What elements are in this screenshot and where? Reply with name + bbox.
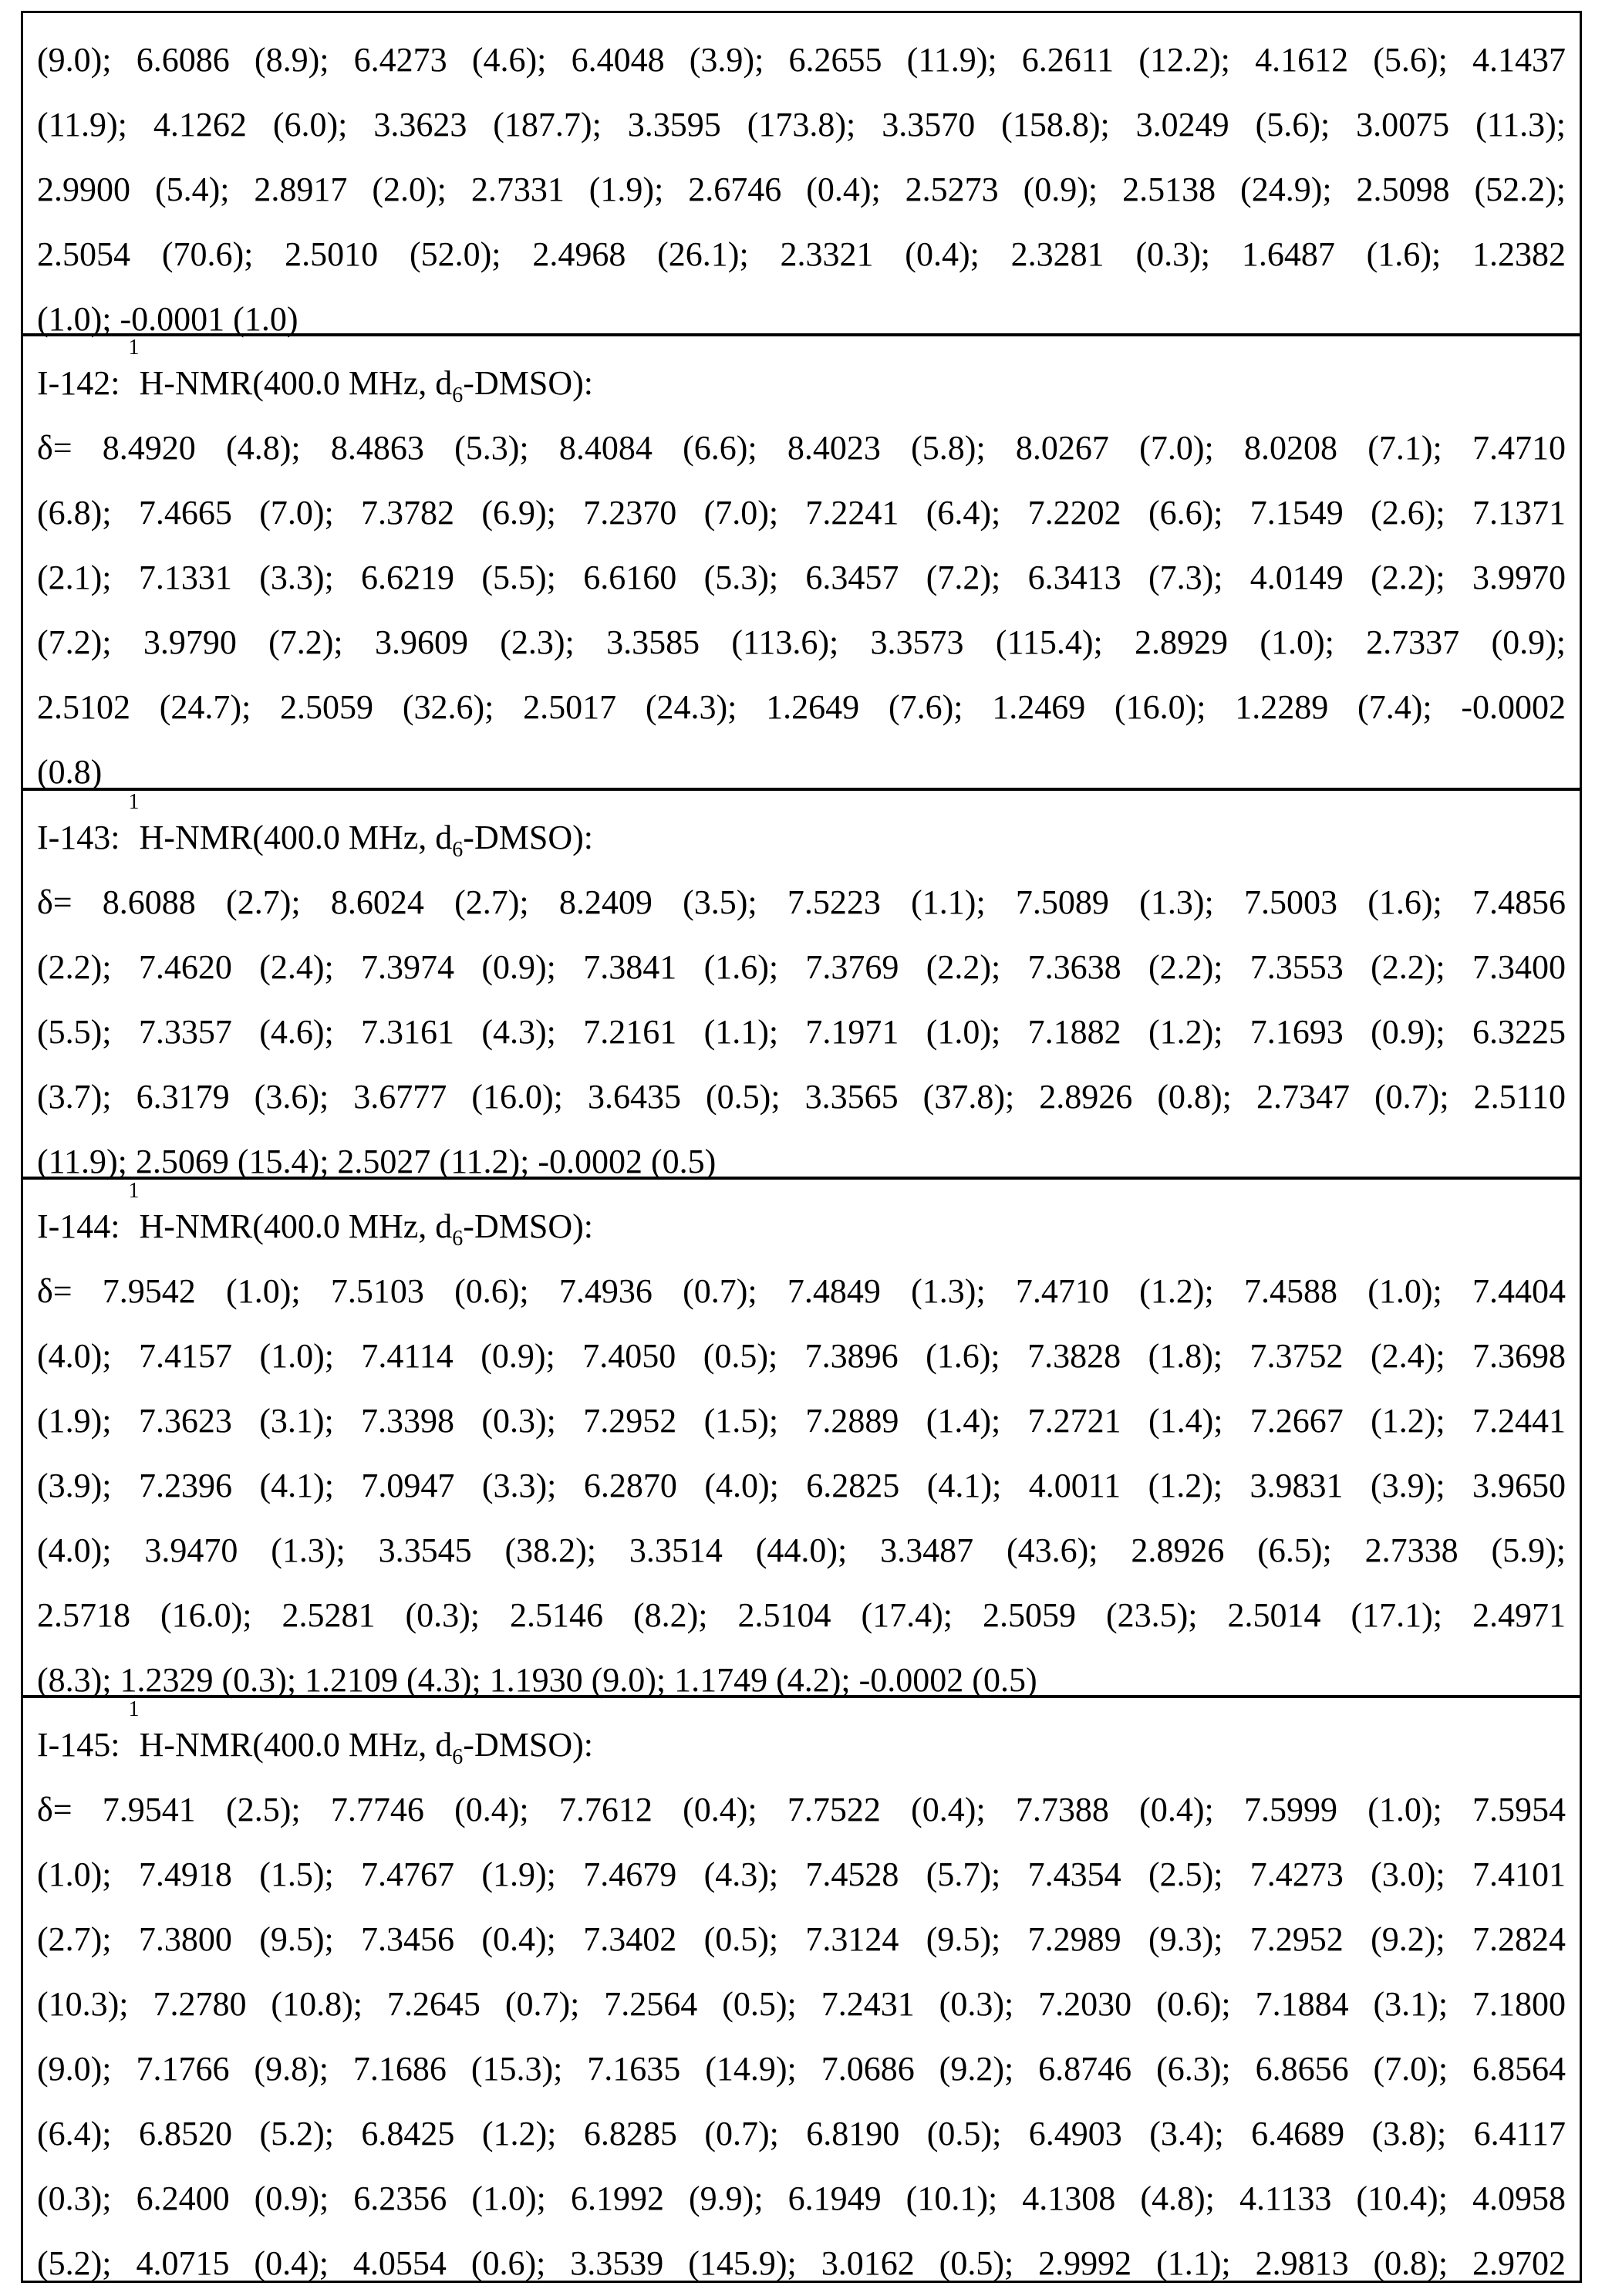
- superscript-mass: 1: [129, 790, 140, 814]
- compound-id: I-142:: [37, 364, 129, 402]
- nmr-peaks-line: (5.2); 4.0715 (0.4); 4.0554 (0.6); 3.3539 (145.9); 3.0162 (0.5); 2.9992 (1.1); 2.9813 (0.8); 2.9702: [37, 2231, 1566, 2296]
- nmr-method: H-NMR(400.0 MHz, d: [140, 819, 453, 856]
- nmr-peaks-line: (2.7); 7.3800 (9.5); 7.3456 (0.4); 7.3402 (0.5); 7.3124 (9.5); 7.2989 (9.3); 7.2952 (9.2); 7.2824: [37, 1907, 1566, 1972]
- nmr-peaks-line: (1.9); 7.3623 (3.1); 7.3398 (0.3); 7.2952 (1.5); 7.2889 (1.4); 7.2721 (1.4); 7.2667 (1.2); 7.2441: [37, 1389, 1566, 1454]
- nmr-data-table: [21, 11, 1582, 2283]
- nmr-peaks-line: 2.5718 (16.0); 2.5281 (0.3); 2.5146 (8.2); 2.5104 (17.4); 2.5059 (23.5); 2.5014 (17.1); 2.4971: [37, 1583, 1566, 1648]
- superscript-mass: 1: [129, 1697, 140, 1721]
- nmr-peaks-line: (6.8); 7.4665 (7.0); 7.3782 (6.9); 7.2370 (7.0); 7.2241 (6.4); 7.2202 (6.6); 7.1549 (2.6); 7.1371: [37, 481, 1566, 545]
- nmr-peaks-line: (9.0); 7.1766 (9.8); 7.1686 (15.3); 7.1635 (14.9); 7.0686 (9.2); 6.8746 (6.3); 6.8656 (7.0); 6.8564: [37, 2037, 1566, 2102]
- nmr-peaks-line: 2.5054 (70.6); 2.5010 (52.0); 2.4968 (26.1); 2.3321 (0.4); 2.3281 (0.3); 1.6487 (1.6); 1.2382: [37, 222, 1566, 287]
- compound-nmr-header: [37, 351, 1566, 416]
- nmr-peaks-line: (2.1); 7.1331 (3.3); 6.6219 (5.5); 6.6160 (5.3); 6.3457 (7.2); 6.3413 (7.3); 4.0149 (2.2); 3.9970: [37, 545, 1566, 610]
- nmr-peaks-line: (1.0); -0.0001 (1.0): [37, 287, 1566, 352]
- compound-nmr-header: [37, 1713, 1566, 1778]
- nmr-peaks-line: (11.9); 2.5069 (15.4); 2.5027 (11.2); -0.0002 (0.5): [37, 1129, 1566, 1194]
- table-row-i-145: [23, 1698, 1580, 2283]
- compound-id: I-143:: [37, 819, 129, 856]
- superscript-mass: 1: [129, 1179, 140, 1203]
- compound-nmr-header: [37, 1194, 1566, 1259]
- nmr-peaks-line: (7.2); 3.9790 (7.2); 3.9609 (2.3); 3.3585 (113.6); 3.3573 (115.4); 2.8929 (1.0); 2.7337 (0.9);: [37, 610, 1566, 675]
- solvent: -DMSO):: [463, 1726, 593, 1764]
- subscript-deuterium: 6: [452, 838, 463, 862]
- subscript-deuterium: 6: [452, 383, 463, 407]
- compound-id: I-145:: [37, 1726, 129, 1764]
- nmr-peaks-line: δ= 8.6088 (2.7); 8.6024 (2.7); 8.2409 (3.5); 7.5223 (1.1); 7.5089 (1.3); 7.5003 (1.6); 7.4856: [37, 870, 1566, 935]
- superscript-mass: 1: [129, 336, 140, 360]
- nmr-peaks-line: δ= 7.9541 (2.5); 7.7746 (0.4); 7.7612 (0.4); 7.7522 (0.4); 7.7388 (0.4); 7.5999 (1.0); 7.5954: [37, 1778, 1566, 1842]
- nmr-method: H-NMR(400.0 MHz, d: [140, 1207, 453, 1245]
- nmr-peaks-line: (3.7); 6.3179 (3.6); 3.6777 (16.0); 3.6435 (0.5); 3.3565 (37.8); 2.8926 (0.8); 2.7347 (0.7); 2.5110: [37, 1065, 1566, 1129]
- table-row-i-142: [23, 336, 1580, 791]
- nmr-method: H-NMR(400.0 MHz, d: [140, 1726, 453, 1764]
- nmr-peaks-line: δ= 7.9542 (1.0); 7.5103 (0.6); 7.4936 (0.7); 7.4849 (1.3); 7.4710 (1.2); 7.4588 (1.0); 7.4404: [37, 1259, 1566, 1324]
- solvent: -DMSO):: [463, 364, 593, 402]
- nmr-peaks-line: (11.9); 4.1262 (6.0); 3.3623 (187.7); 3.3595 (173.8); 3.3570 (158.8); 3.0249 (5.6); 3.0075 (11.3);: [37, 93, 1566, 157]
- nmr-peaks-line: (5.5); 7.3357 (4.6); 7.3161 (4.3); 7.2161 (1.1); 7.1971 (1.0); 7.1882 (1.2); 7.1693 (0.9); 6.3225: [37, 1000, 1566, 1065]
- subscript-deuterium: 6: [452, 1745, 463, 1769]
- nmr-peaks-line: (9.0); 6.6086 (8.9); 6.4273 (4.6); 6.4048 (3.9); 6.2655 (11.9); 6.2611 (12.2); 4.1612 (5.6); 4.1437: [37, 28, 1566, 93]
- nmr-peaks-line: (10.3); 7.2780 (10.8); 7.2645 (0.7); 7.2564 (0.5); 7.2431 (0.3); 7.2030 (0.6); 7.1884 (3.1); 7.1800: [37, 1972, 1566, 2037]
- nmr-peaks-line: (0.8): [37, 740, 1566, 805]
- nmr-peaks-line: 2.9900 (5.4); 2.8917 (2.0); 2.7331 (1.9); 2.6746 (0.4); 2.5273 (0.9); 2.5138 (24.9); 2.5098 (52.2);: [37, 157, 1566, 222]
- nmr-peaks-line: (4.0); 3.9470 (1.3); 3.3545 (38.2); 3.3514 (44.0); 3.3487 (43.6); 2.8926 (6.5); 2.7338 (5.9);: [37, 1518, 1566, 1583]
- nmr-method: H-NMR(400.0 MHz, d: [140, 364, 453, 402]
- solvent: -DMSO):: [463, 819, 593, 856]
- nmr-peaks-line: (6.4); 6.8520 (5.2); 6.8425 (1.2); 6.8285 (0.7); 6.8190 (0.5); 6.4903 (3.4); 6.4689 (3.8); 6.4117: [37, 2102, 1566, 2166]
- subscript-deuterium: 6: [452, 1227, 463, 1251]
- nmr-peaks-line: (4.0); 7.4157 (1.0); 7.4114 (0.9); 7.4050 (0.5); 7.3896 (1.6); 7.3828 (1.8); 7.3752 (2.4); 7.3698: [37, 1324, 1566, 1389]
- nmr-peaks-line: 2.5102 (24.7); 2.5059 (32.6); 2.5017 (24.3); 1.2649 (7.6); 1.2469 (16.0); 1.2289 (7.4); -0.0002: [37, 675, 1566, 740]
- table-row-i-144: [23, 1180, 1580, 1698]
- solvent: -DMSO):: [463, 1207, 593, 1245]
- compound-nmr-header: [37, 805, 1566, 870]
- table-row-continued: [23, 13, 1580, 336]
- nmr-peaks-line: δ= 8.4920 (4.8); 8.4863 (5.3); 8.4084 (6.6); 8.4023 (5.8); 8.0267 (7.0); 8.0208 (7.1); 7.4710: [37, 416, 1566, 481]
- nmr-peaks-line: (8.3); 1.2329 (0.3); 1.2109 (4.3); 1.1930 (9.0); 1.1749 (4.2); -0.0002 (0.5): [37, 1648, 1566, 1713]
- compound-id: I-144:: [37, 1207, 129, 1245]
- nmr-peaks-line: (0.3); 6.2400 (0.9); 6.2356 (1.0); 6.1992 (9.9); 6.1949 (10.1); 4.1308 (4.8); 4.1133 (10.4); 4.0958: [37, 2166, 1566, 2231]
- nmr-peaks-line: (3.9); 7.2396 (4.1); 7.0947 (3.3); 6.2870 (4.0); 6.2825 (4.1); 4.0011 (1.2); 3.9831 (3.9); 3.9650: [37, 1454, 1566, 1518]
- nmr-peaks-line: (1.0); 7.4918 (1.5); 7.4767 (1.9); 7.4679 (4.3); 7.4528 (5.7); 7.4354 (2.5); 7.4273 (3.0); 7.4101: [37, 1842, 1566, 1907]
- table-row-i-143: [23, 791, 1580, 1180]
- nmr-peaks-line: (2.2); 7.4620 (2.4); 7.3974 (0.9); 7.3841 (1.6); 7.3769 (2.2); 7.3638 (2.2); 7.3553 (2.2); 7.3400: [37, 935, 1566, 1000]
